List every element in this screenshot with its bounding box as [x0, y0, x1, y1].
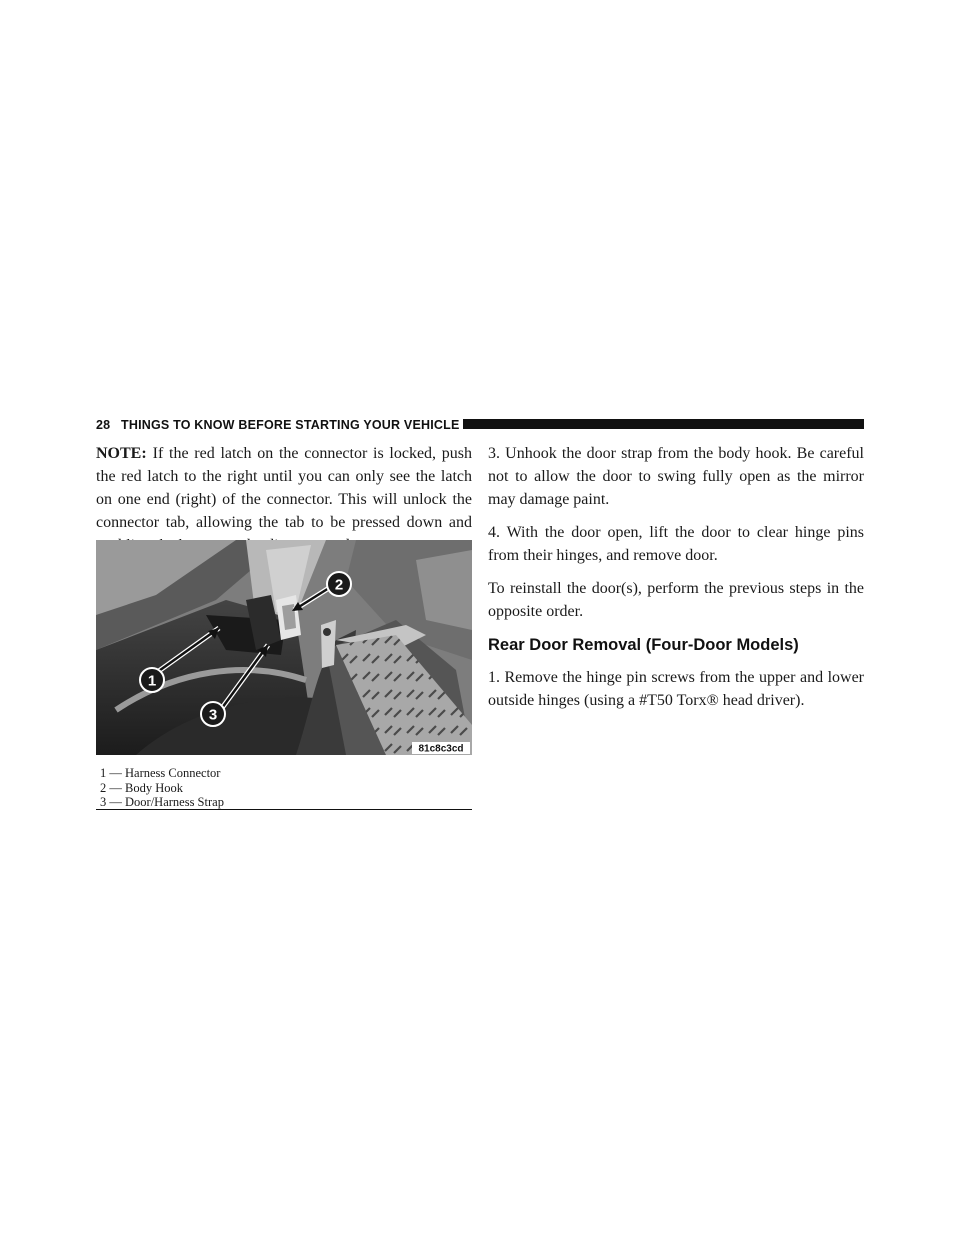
step-3-paragraph: 3. Unhook the door strap from the body hook. Be careful not to allow the door to swing fully open as the mirror may damage paint. [488, 445, 864, 508]
page-number: 28 [96, 418, 111, 432]
caption-3: 3 — Door/Harness Strap [100, 795, 224, 809]
right-column [488, 442, 864, 712]
page-header [96, 416, 864, 434]
header-rule [463, 419, 864, 429]
step-4-paragraph: 4. With the door open, lift the door to clear hinge pins from their hinges, and remove door. [488, 524, 864, 564]
section-title: THINGS TO KNOW BEFORE STARTING YOUR VEHICLE [121, 418, 460, 432]
note-label: NOTE: [96, 445, 147, 462]
figure-captions [100, 766, 472, 810]
caption-rule [96, 809, 472, 810]
callout-2-label: 2 [334, 576, 344, 594]
image-code: 81c8c3cd [418, 743, 464, 755]
callout-1-label: 1 [147, 672, 157, 690]
caption-1: 1 — Harness Connector [100, 766, 221, 780]
rear-step-1-paragraph: 1. Remove the hinge pin screws from the upper and lower outside hinges (using a #T50 Torx® head driver). [488, 669, 864, 709]
callout-3-label: 3 [208, 706, 218, 724]
rear-door-heading: Rear Door Removal (Four-Door Models) [488, 636, 799, 654]
reinstall-paragraph: To reinstall the door(s), perform the previous steps in the opposite order. [488, 580, 864, 620]
door-strap-figure [96, 540, 472, 755]
caption-2: 2 — Body Hook [100, 780, 183, 795]
note-text: If the red latch on the connector is locked, push the red latch to the right until you can only see the latch on one end (right) of the connector. This will unlock the connector tab, allowing the tab to be pressed down and [96, 445, 472, 531]
figure-illustration [96, 540, 472, 755]
